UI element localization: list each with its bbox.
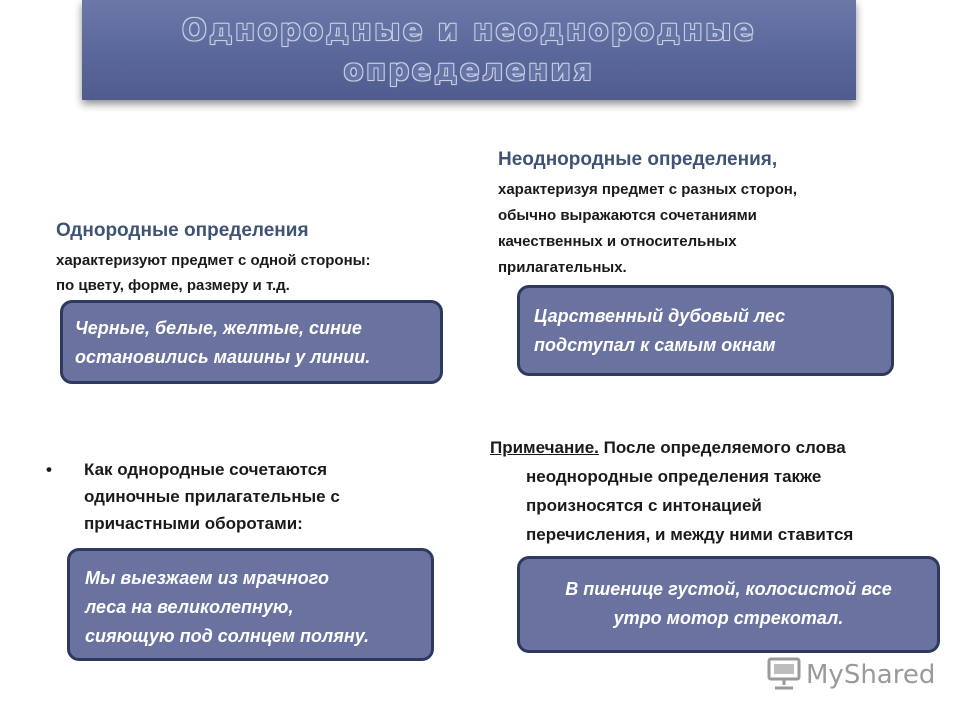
bullet-line: Как однородные сочетаются <box>84 460 328 479</box>
slide-title: Однородные и неоднородные определения <box>181 13 757 87</box>
homogeneous-heading: Однородные определения <box>56 220 309 241</box>
bullet-marker: • <box>46 460 52 479</box>
note-line: перечисления, и между ними ставится <box>526 525 854 544</box>
example-line: леса на великолепную, <box>85 597 294 617</box>
description-line: характеризуют предмет с одной стороны: <box>56 252 371 269</box>
bullet-item <box>44 456 424 537</box>
watermark <box>766 656 935 694</box>
bullet-list <box>44 456 424 537</box>
bullet-line: причастными оборотами: <box>84 514 303 533</box>
participle-example-box <box>67 548 434 661</box>
description-line: качественных и относительных <box>498 233 737 250</box>
description-line: по цвету, форме, размеру и т.д. <box>56 277 290 294</box>
note-first-line <box>490 433 940 462</box>
watermark-text: MyShared <box>806 660 936 690</box>
note-label: Примечание. <box>490 438 599 457</box>
example-line: остановились машины у линии. <box>75 347 371 367</box>
example-line: В пшенице густой, колосистой все <box>565 579 892 599</box>
title-banner <box>82 0 856 100</box>
note-line: неоднородные определения также <box>526 467 822 486</box>
heterogeneous-example-box <box>517 285 894 376</box>
bullet-line: одиночные прилагательные с <box>84 487 340 506</box>
description-line: прилагательных. <box>498 259 627 276</box>
example-line: Черные, белые, желтые, синие <box>75 318 362 338</box>
homogeneous-example-box <box>60 300 443 384</box>
example-line: Царственный дубовый лес <box>534 306 786 326</box>
note-example-box <box>517 556 940 653</box>
presentation-board-icon <box>766 655 802 696</box>
description-line: обычно выражаются сочетаниями <box>498 207 757 224</box>
example-line: Мы выезжаем из мрачного <box>85 568 329 588</box>
example-line: сияющую под солнцем поляну. <box>85 626 370 646</box>
example-line: подступал к самым окнам <box>534 335 776 355</box>
description-line: характеризуя предмет с разных сторон, <box>498 181 797 198</box>
note-block <box>490 433 940 549</box>
note-text: После определяемого слова <box>598 438 846 457</box>
heterogeneous-heading: Неоднородные определения, <box>498 149 778 170</box>
example-line: утро мотор стрекотал. <box>613 608 844 628</box>
note-line: произносятся с интонацией <box>526 496 762 515</box>
homogeneous-description <box>56 248 456 298</box>
heterogeneous-description <box>498 177 898 281</box>
